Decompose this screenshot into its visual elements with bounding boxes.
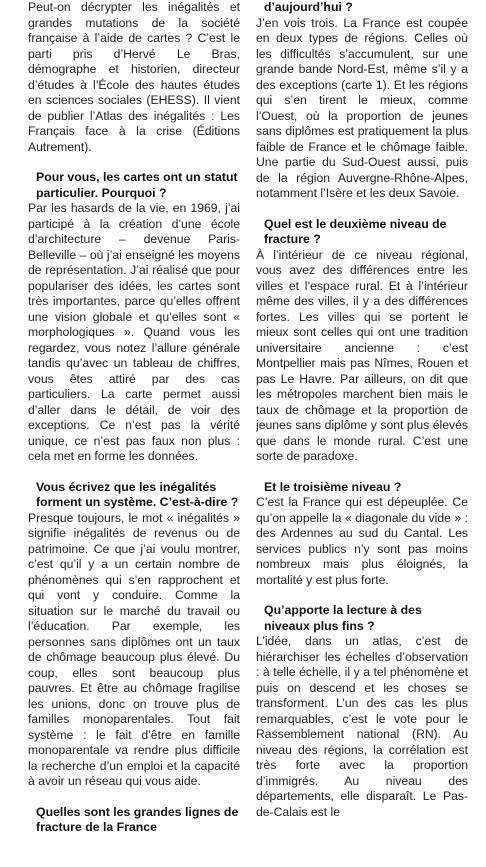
column-left xyxy=(28,0,240,867)
intro-paragraph: Peut-on décrypter les inégalités et grandes mutations de la société française à l’aide de cartes ? C’est le parti pris d’Hervé Le Bras, démographe et historien, directeur d’études à l’École des hautes études en sciences sociales (EHESS). Il vient de publier l’Atlas des inégalités : Les Français face à la crise (Éditions Autrement). xyxy=(28,0,240,154)
qa-block-deuxieme-niveau xyxy=(256,217,468,465)
qa-block-inegalites xyxy=(28,480,240,790)
answer-paragraph: L’idée, dans un atlas, c’est de hiérarchiser les échelles d’observation : à telle échelle, il y a tel phénomène et puis on descend et les choses se transforment. L’un des cas les plus remarquables, c’est le vote pour le Rassemblement national (RN). Au niveau des régions, la corrélation est très forte avec la proportion d’immigrés. Au niveau des départements, elle disparaît. Le Pas-de-Calais est le xyxy=(256,634,468,819)
question-heading: Quelles sont les grandes lignes de fracture de la France xyxy=(36,804,239,834)
answer-paragraph: Presque toujours, le mot « inégalités » signifie inégalités de revenus ou de patrimoine. Ce que j’ai voulu montrer, c’est qu’il y a un certain nombre de phénomènes qui s’en rapprochent et qui vont y conduire. Comme la situation sur le marché du travail ou l’éducation. Par exemple, les personnes sans diplômes ont un taux de chômage beaucoup plus élevé. Du coup, elles sont beaucoup plus pauvres. Et être au chômage fragilise les unions, donc on trouve plus de familles monoparentales. Tout fait système : le fait d’être en famille monoparentale va rendre plus difficile la recherche d’un emploi et la capacité à avoir un réseau qui vous aide. xyxy=(28,510,240,788)
question-heading-continued: d’aujourd’hui ? xyxy=(264,0,353,14)
answer-paragraph: C’est la France qui est dépeuplée. Ce qu’on appelle la « diagonale du vide » : des Ardennes au sud du Cantal. Les services publics n’y sont pas moins nombreux mais plus éloignés, la mortalité y est plus forte. xyxy=(256,495,468,587)
answer-paragraph: Par les hasards de la vie, en 1969, j’ai participé à la création d’une école d’architecture – devenue Paris-Belleville – où j’ai enseigné les moyens de représentation. J’ai réalisé que pour populariser des idées, les cartes sont très importantes, parce qu’elles offrent une vision globale et qu’elles sont « morphologiques ». Quand vous les regardez, vous notez l’allure générale tandis qu’avec un tableau de chiffres, vous êtes attiré par des cas particuliers. La carte permet aussi d’aller dans le détail, de voir des exceptions. Ce n’est pas la vérité unique, ce n’est pas faux non plus : cela met en forme les données. xyxy=(28,201,240,463)
qa-block-troisieme-niveau xyxy=(256,480,468,589)
qa-block-cartes xyxy=(28,170,240,465)
qa-block-niveaux-fins xyxy=(256,603,468,820)
question-heading: Pour vous, les cartes ont un statut particulier. Pourquoi ? xyxy=(36,170,238,200)
question-heading: Quel est le deuxième niveau de fracture ? xyxy=(264,216,447,246)
column-right xyxy=(256,0,468,867)
question-heading: Qu’apporte la lecture à des niveaux plus fins ? xyxy=(264,603,422,633)
answer-paragraph: À l’intérieur de ce niveau régional, vous avez des différences entre les villes et l’espace rural. Et à l’intérieur même des villes, il y a des différences fortes. Les villes qui se portent le mieux sont celles qui ont une tradition universitaire ancienne : c’est Montpellier mais pas Nîmes, Rouen et pas Le Havre. Par ailleurs, on dit que les métropoles marchent bien mais le taux de chômage et la proportion de jeunes sans diplôme y sont plus élevés que dans le monde rural. C’est une sorte de paradoxe. xyxy=(256,247,468,463)
answer-paragraph: J’en vois trois. La France est coupée en deux types de régions. Celles où les difficultés s’accumulent, sur une grande bande Nord-Est, même s’il y a des exceptions (carte 1). Et les régions qui s’en tirent le mieux, comme l’Ouest, où la proportion de jeunes sans diplômes est pratiquement la plus faible de France et le chômage faible. Une partie du Sud-Ouest aussi, puis de la région Auvergne-Rhône-Alpes, notamment l’Isère et les deux Savoie. xyxy=(256,15,468,200)
qa-block-fractures-end xyxy=(256,0,468,202)
qa-block-fractures-start xyxy=(28,805,240,836)
question-heading: Vous écrivez que les inégalités forment un système. C’est-à-dire ? xyxy=(36,479,239,509)
question-heading: Et le troisième niveau ? xyxy=(264,479,402,494)
